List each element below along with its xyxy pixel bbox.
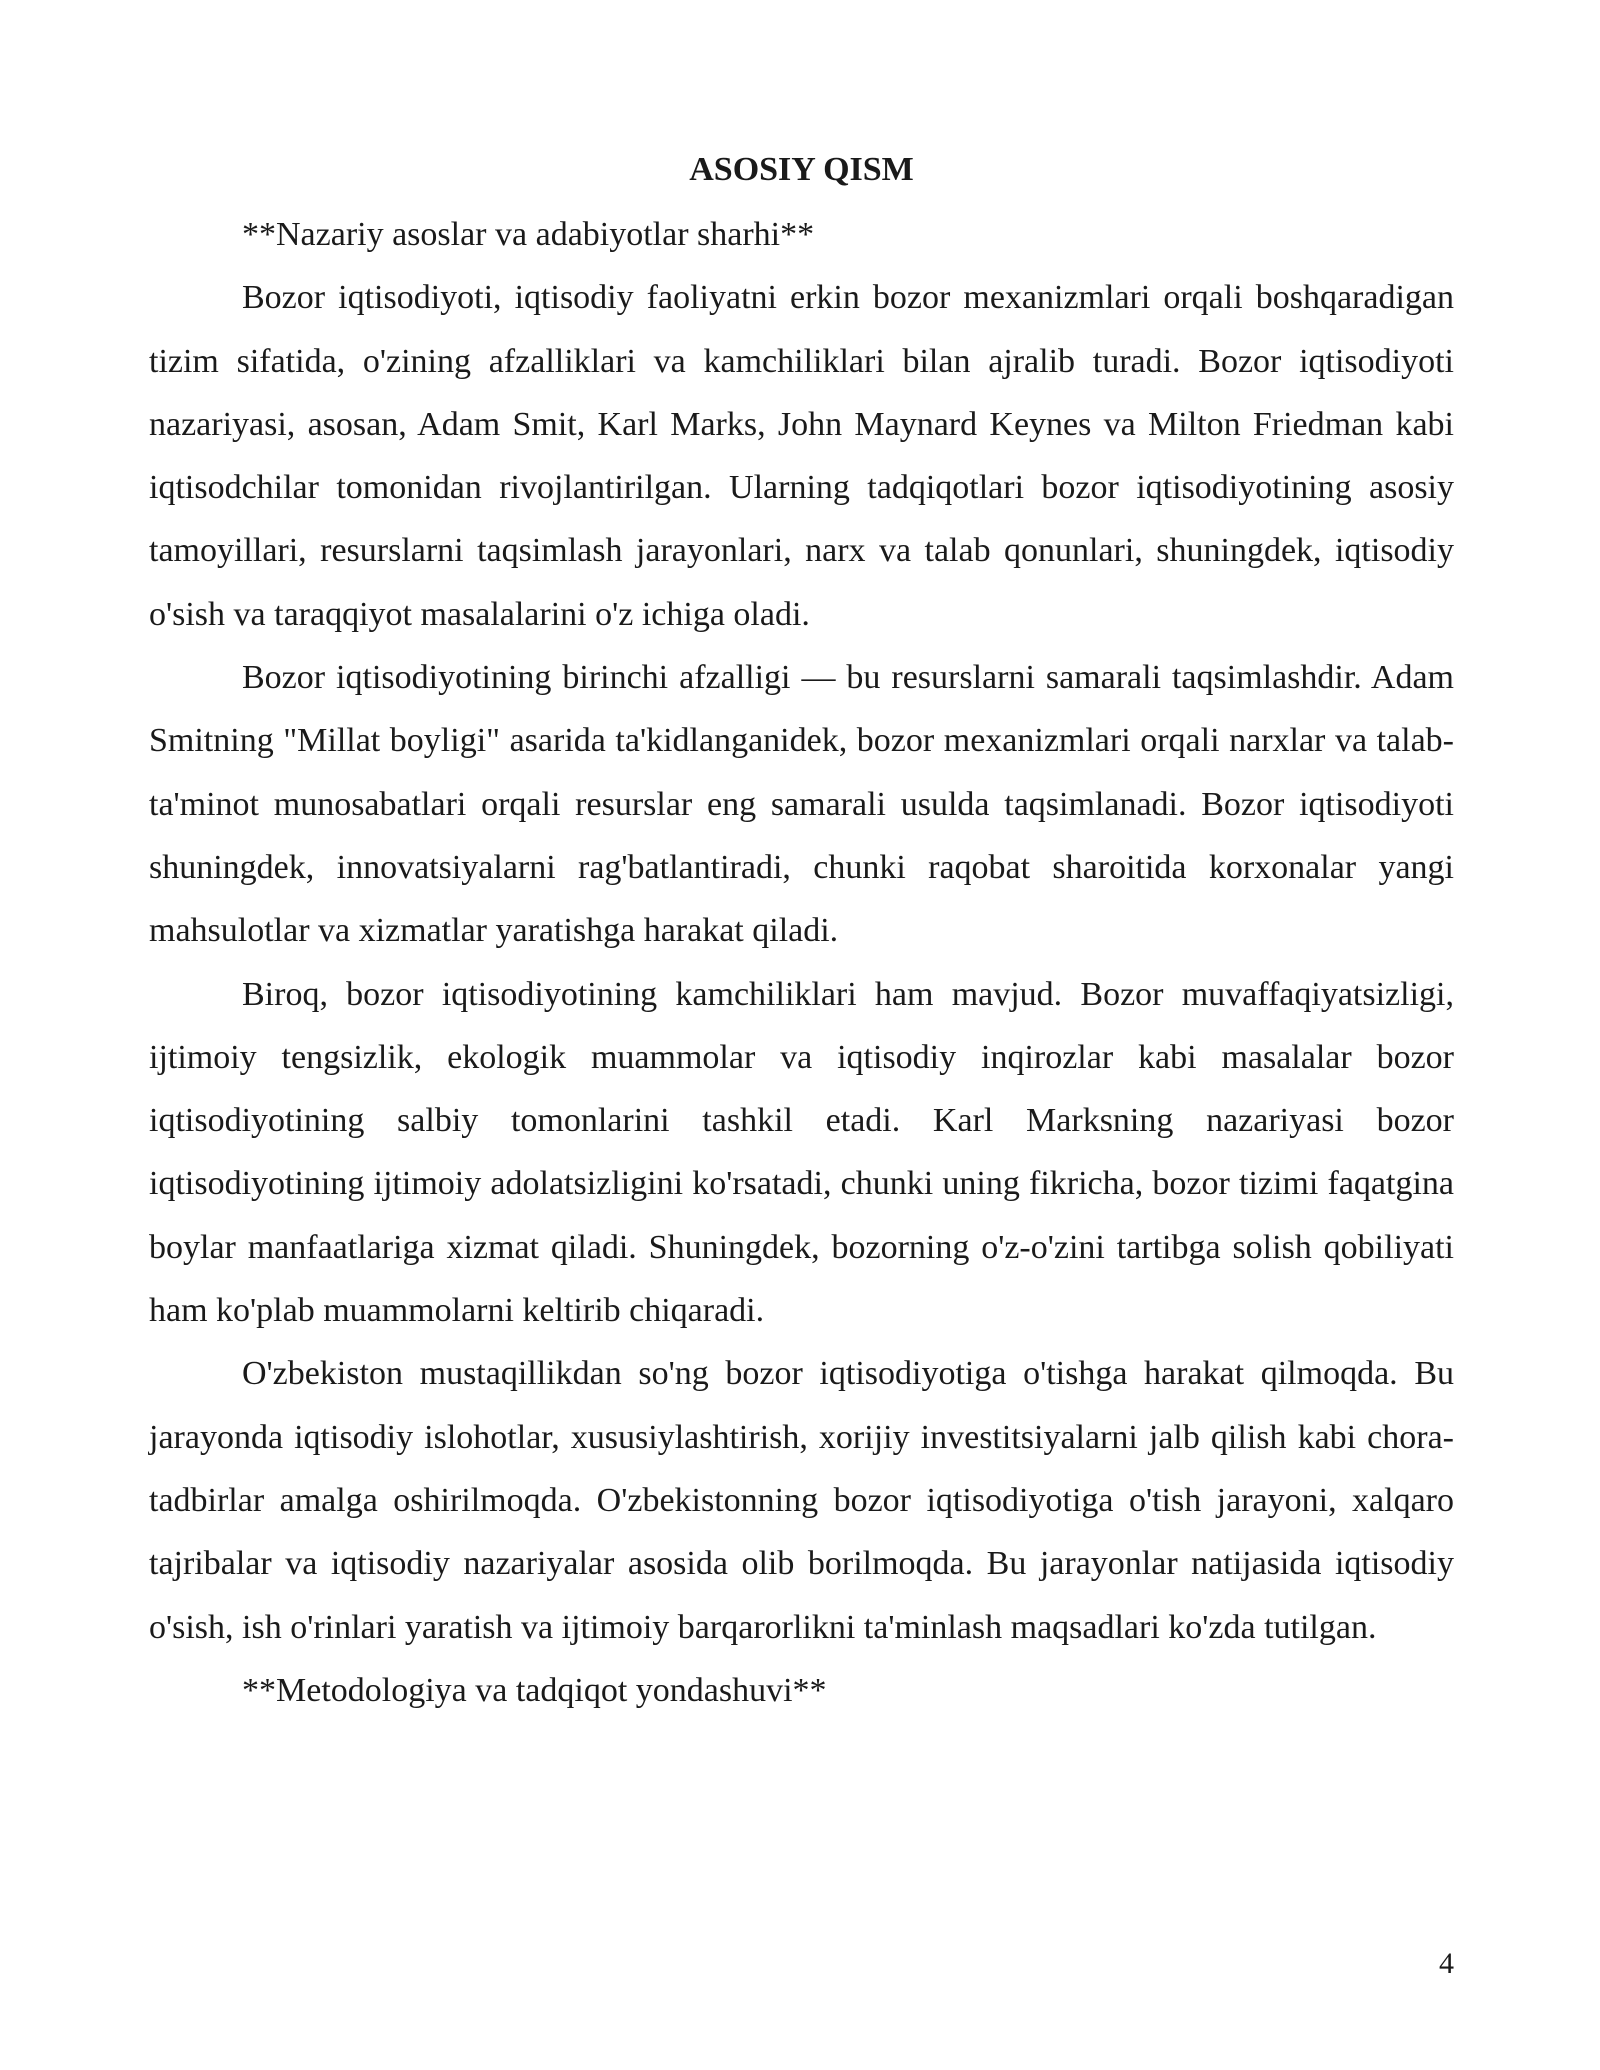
paragraph-market-economy: Bozor iqtisodiyoti, iqtisodiy faoliyatni erkin bozor mexanizmlari orqali boshqaradigan tizim sifatida, o'zining afzalliklari va kamchiliklari bilan ajralib turadi. Bozor iqtisodiyoti nazariyasi, asosan, Adam Smit, Karl Marks, John Maynard Keynes va Milton Friedman kabi iqtisodchilar tomonidan rivojlantirilgan. Ularning tadqiqotlari bozor iqtisodiyotining asosiy tamoyillari, resurslarni taqsimlash jarayonlari, narx va talab qonunlari, shuningdek, iqtisodiy o'sish va taraqqiyot masalalarini o'z ichiga oladi. — [149, 279, 1454, 633]
paragraph-advantages: Bozor iqtisodiyotining birinchi afzalligi — bu resurslarni samarali taqsimlashdir. Adam Smitning "Millat boyligi" asarida ta'kidlanganidek, bozor mexanizmlari orqali narxlar va talab-ta'minot munosabatlari orqali resurslar eng samarali usulda taqsimlanadi. Bozor iqtisodiyoti shuningdek, innovatsiyalarni rag'batlantiradi, chunki raqobat sharoitida korxonalar yangi mahsulotlar va xizmatlar yaratishga harakat qiladi. — [149, 659, 1454, 950]
paragraph-uzbekistan: O'zbekiston mustaqillikdan so'ng bozor iqtisodiyotiga o'tishga harakat qilmoqda. Bu jarayonda iqtisodiy islohotlar, xususiylashtirish, xorijiy investitsiyalarni jalb qilish kabi chora-tadbirlar amalga oshirilmoqda. O'zbekistonning bozor iqtisodiyotiga o'tish jarayoni, xalqaro tajribalar va iqtisodiy nazariyalar asosida olib borilmoqda. Bu jarayonlar natijasida iqtisodiy o'sish, ish o'rinlari yaratish va ijtimoiy barqarorlikni ta'minlash maqsadlari ko'zda tutilgan. — [149, 1355, 1454, 1646]
section-heading: ASOSIY QISM — [689, 151, 914, 188]
subheading-theory: **Nazariy asoslar va adabiyotlar sharhi** — [242, 216, 815, 253]
page-body — [149, 143, 1454, 1722]
page-number: 4 — [1439, 1947, 1454, 1980]
subheading-methodology: **Metodologiya va tadqiqot yondashuvi** — [242, 1671, 827, 1709]
paragraph-disadvantages: Biroq, bozor iqtisodiyotining kamchiliklari ham mavjud. Bozor muvaffaqiyatsizligi, ijtimoiy tengsizlik, ekologik muammolar va iqtisodiy inqirozlar kabi masalalar bozor iqtisodiyotining salbiy tomonlarini tashkil etadi. Karl Marksning nazariyasi bozor iqtisodiyotining ijtimoiy adolatsizligini ko'rsatadi, chunki uning fikricha, bozor tizimi faqatgina boylar manfaatlariga xizmat qiladi. Shuningdek, bozorning o'z-o'zini tartibga solish qobiliyati ham ko'plab muammolarni keltirib chiqaradi. — [149, 975, 1454, 1330]
